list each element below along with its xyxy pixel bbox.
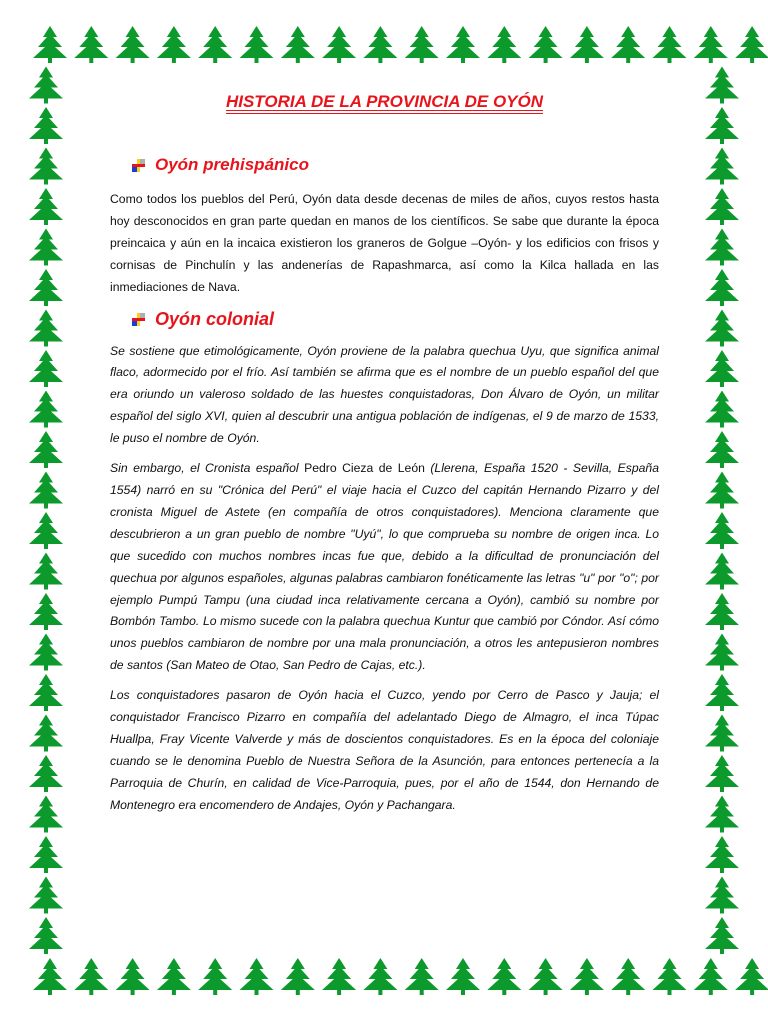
christmas-tree-icon: [157, 26, 191, 63]
christmas-tree-icon: [705, 796, 739, 833]
christmas-tree-icon: [29, 715, 63, 752]
christmas-tree-icon: [705, 67, 739, 104]
christmas-tree-icon: [705, 188, 739, 225]
christmas-tree-icon: [29, 472, 63, 509]
christmas-tree-icon: [29, 796, 63, 833]
christmas-tree-icon: [705, 634, 739, 671]
christmas-tree-icon: [29, 188, 63, 225]
christmas-tree-icon: [705, 148, 739, 185]
christmas-tree-icon: [529, 26, 563, 63]
christmas-tree-icon: [735, 26, 768, 63]
christmas-tree-icon: [198, 958, 232, 995]
paragraph-cieza-de-leon: [110, 458, 659, 677]
christmas-tree-icon: [705, 593, 739, 630]
section-heading-text: Oyón prehispánico: [155, 155, 309, 174]
christmas-tree-icon: [240, 958, 274, 995]
christmas-tree-icon: [653, 26, 687, 63]
christmas-tree-icon: [705, 107, 739, 144]
christmas-tree-icon: [529, 958, 563, 995]
christmas-tree-icon: [705, 391, 739, 428]
christmas-tree-icon: [705, 229, 739, 266]
christmas-tree-icon: [705, 755, 739, 792]
christmas-tree-icon: [240, 26, 274, 63]
christmas-tree-icon: [29, 836, 63, 873]
christmas-tree-icon: [570, 958, 604, 995]
christmas-tree-icon: [74, 26, 108, 63]
christmas-tree-icon: [116, 26, 150, 63]
christmas-tree-icon: [29, 553, 63, 590]
christmas-tree-icon: [29, 674, 63, 711]
christmas-tree-icon: [198, 26, 232, 63]
christmas-tree-icon: [405, 958, 439, 995]
person-name: Pedro Cieza de León: [304, 461, 425, 476]
christmas-tree-icon: [29, 634, 63, 671]
christmas-tree-icon: [363, 26, 397, 63]
christmas-tree-icon: [694, 958, 728, 995]
christmas-tree-icon: [705, 715, 739, 752]
christmas-tree-icon: [322, 958, 356, 995]
christmas-tree-icon: [29, 269, 63, 306]
christmas-tree-icon: [29, 431, 63, 468]
christmas-tree-icon: [487, 26, 521, 63]
page-title: HISTORIA DE LA PROVINCIA DE OYÓN: [225, 92, 544, 111]
christmas-tree-icon: [735, 958, 768, 995]
christmas-tree-icon: [705, 512, 739, 549]
christmas-tree-icon: [705, 269, 739, 306]
christmas-tree-icon: [705, 674, 739, 711]
christmas-tree-icon: [74, 958, 108, 995]
christmas-tree-icon: [29, 917, 63, 954]
paragraph-text: Sin embargo, el Cronista español: [110, 461, 305, 476]
christmas-tree-icon: [29, 391, 63, 428]
christmas-tree-icon: [705, 350, 739, 387]
christmas-tree-icon: [446, 26, 480, 63]
section-heading-text: Oyón colonial: [155, 308, 275, 329]
christmas-tree-icon: [611, 26, 645, 63]
four-color-square-bullet-icon: [132, 313, 145, 326]
paragraph-text: (Llerena, España 1520 - Sevilla, España 1554) narró en su "Crónica del Perú" el viaje hacia el Cuzco del capitán Hernando Pizarro y del cronista Miguel de Astete (en compañía de otros conquistadores). Menciona claramente que descubrieron a un gran pueblo de nombre "Uyú", lo que comprueba su nombre de origen inca. Lo que sucedido con muchos nombres incas fue que, debido a la dificultad de pronunciación del quechua por algunos españoles, algunas palabras cambiaron fonéticamente las letras "u" por "o"; por ejemplo Pumpú Tampu (una ciudad inca relativamente cercana a Oyón), cambió su nombre por Bombón Tambo. Lo mismo sucede con la palabra quechua Kuntur que cambió por Cóndor. Así cómo unos pueblos cambiaron de nombre por una mala pronunciación, a otros les antepusieron nombres de santos (San Mateo de Otao, San Pedro de Cajas, etc.).: [110, 461, 659, 673]
christmas-tree-icon: [29, 107, 63, 144]
christmas-tree-icon: [157, 958, 191, 995]
christmas-tree-icon: [33, 26, 67, 63]
christmas-tree-icon: [653, 958, 687, 995]
christmas-tree-icon: [705, 836, 739, 873]
christmas-tree-icon: [29, 310, 63, 347]
christmas-tree-icon: [705, 431, 739, 468]
christmas-tree-icon: [570, 26, 604, 63]
christmas-tree-icon: [322, 26, 356, 63]
christmas-tree-icon: [29, 229, 63, 266]
four-color-square-bullet-icon: [132, 159, 145, 172]
christmas-tree-icon: [363, 958, 397, 995]
christmas-tree-icon: [487, 958, 521, 995]
christmas-tree-icon: [446, 958, 480, 995]
christmas-tree-icon: [29, 148, 63, 185]
christmas-tree-icon: [705, 877, 739, 914]
christmas-tree-icon: [705, 472, 739, 509]
christmas-tree-icon: [281, 26, 315, 63]
christmas-tree-icon: [33, 958, 67, 995]
christmas-tree-icon: [116, 958, 150, 995]
christmas-tree-icon: [694, 26, 728, 63]
christmas-tree-icon: [705, 553, 739, 590]
paragraph-etimologia: Se sostiene que etimológicamente, Oyón proviene de la palabra quechua Uyu, que significa animal flaco, adormecido por el frío. Así también se afirma que es el nombre de un pueblo español del que era oriundo un valeroso soldado de las huestes conquistadoras, Don Álvaro de Oyón, un militar español del siglo XVI, quien al descubrir una antigua población de indígenas, el 9 de marzo de 1533, le puso el nombre de Oyón.: [110, 343, 659, 446]
christmas-tree-icon: [29, 877, 63, 914]
paragraph-conquistadores: Los conquistadores pasaron de Oyón hacia el Cuzco, yendo por Cerro de Pasco y Jauja; el conquistador Francisco Pizarro en compañía del adelantado Diego de Almagro, el inca Túpac Huallpa, Fray Vicente Valverde y más de doscientos conquistadores. Es en la época del coloniaje cuando se le denomina Pueblo de Nuestra Señora de la Asunción, para entonces pertenecía a la Parroquia de Churín, en calidad de Vice-Parroquia, pues, por el año de 1544, don Hernando de Montenegro era encomendero de Andajes, Oyón y Pachangara.: [110, 688, 659, 812]
christmas-tree-icon: [281, 958, 315, 995]
christmas-tree-icon: [705, 310, 739, 347]
christmas-tree-icon: [29, 755, 63, 792]
christmas-tree-icon: [705, 917, 739, 954]
christmas-tree-icon: [405, 26, 439, 63]
christmas-tree-icon: [29, 512, 63, 549]
christmas-tree-icon: [611, 958, 645, 995]
section-heading-colonial: [132, 309, 659, 330]
christmas-tree-icon: [29, 350, 63, 387]
document-page: [110, 88, 659, 817]
paragraph-prehispanico: Como todos los pueblos del Perú, Oyón data desde decenas de miles de años, cuyos restos hasta hoy desconocidos en gran parte quedan en manos de los científicos. Se sabe que durante la época preincaica y aún en la incaica existieron los graneros de Golgue –Oyón- y los edificios con frisos y cornisas de Pinchulín y las andenerías de Rapashmarca, así como la Kilca hallada en las inmediaciones de Nava.: [110, 192, 659, 294]
christmas-tree-icon: [29, 67, 63, 104]
christmas-tree-icon: [29, 593, 63, 630]
section-heading-prehispanico: [132, 155, 659, 175]
